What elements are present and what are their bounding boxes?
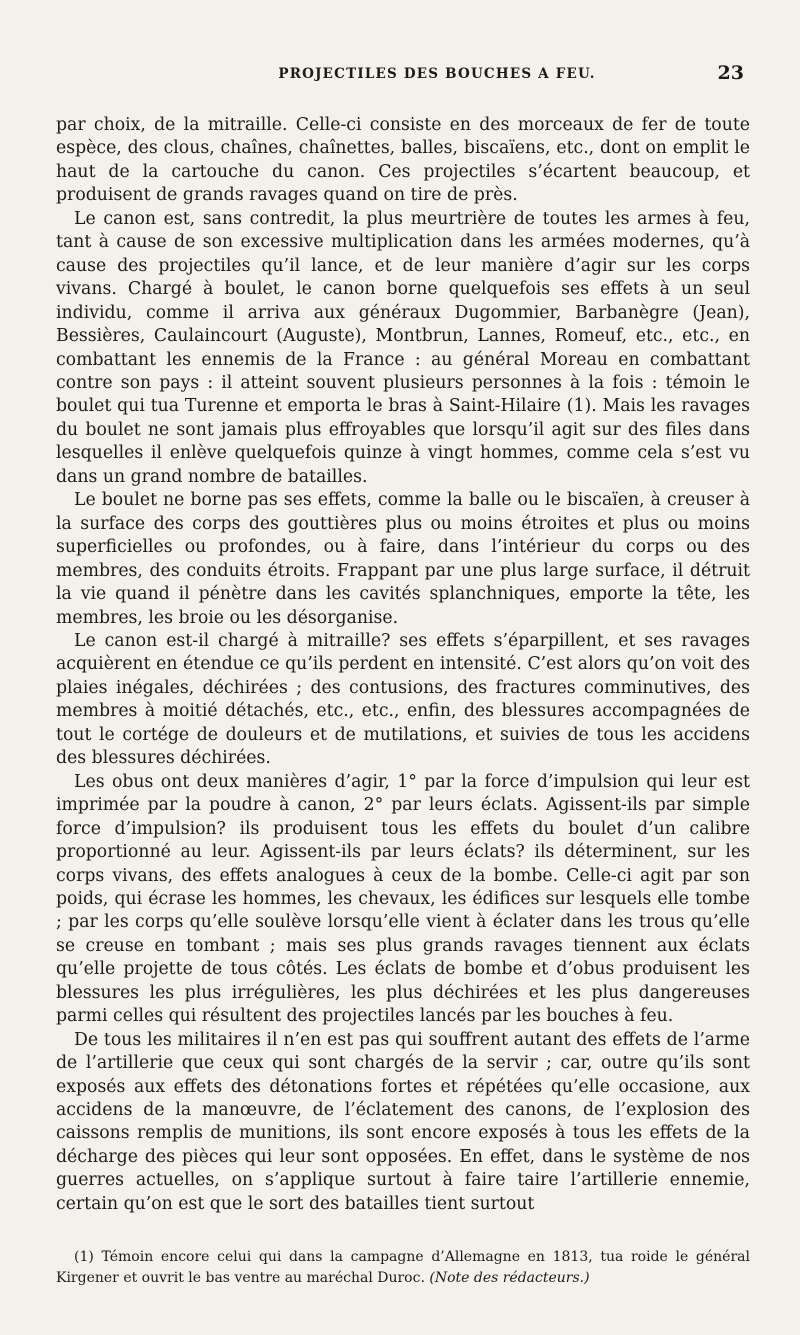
body-text xyxy=(56,114,750,1216)
footnote-note: (Note des rédacteurs.) xyxy=(429,1270,590,1286)
page-number: 23 xyxy=(717,62,744,84)
running-title: PROJECTILES DES BOUCHES A FEU. xyxy=(278,66,596,82)
running-head xyxy=(130,62,744,94)
paragraph: Le boulet ne borne pas ses effets, comme la balle ou le biscaïen, à creuser à la surface des corps des gouttières plus ou moins étroites et plus ou moins superficielles ou profondes, ou à faire, dans l’intérieur du corps ou des membres, des conduits étroits. Frappant par une plus large surface, il détruit la vie quand il pénètre dans les cavités splanchniques, emporte la tête, les membres, les broie ou les désorganise. xyxy=(56,490,750,628)
paragraph: Le canon est-il chargé à mitraille? ses effets s’éparpillent, et ses ravages acquièrent en étendue ce qu’ils perdent en intensité. C’est alors qu’on voit des plaies inégales, déchirées ; des contusions, des fractures comminutives, des membres à moitié détachés, etc., etc., enfin, des blessures accompagnées de tout le cortége de douleurs et de mutilations, et suivies de tous les accidens des blessures déchirées. xyxy=(56,630,750,769)
footnote xyxy=(56,1247,750,1289)
paragraph: Les obus ont deux manières d’agir, 1° par la force d’impulsion qui leur est imprimée par la poudre à canon, 2° par leurs éclats. Agissent-ils par simple force d’impulsion? ils produisent tous les effets du boulet d’un calibre proportionné au leur. Agissent-ils par leurs éclats? ils déterminent, sur les corps vivans, des effets analogues à ceux de la bombe. Celle-ci agit par son poids, qui écrase les hommes, les chevaux, les édifices sur lesquels elle tombe ; par les corps qu’elle soulève lorsqu’elle vient à éclater dans les trous qu’elle se creuse en tombant ; mais ses plus grands ravages tiennent aux éclats qu’elle projette de tous côtés. Les éclats de bombe et d’obus produisent les blessures les plus irrégulières, les plus déchirées et les plus dangereuses parmi celles qui résultent des projectiles lancés par les bouches à feu. xyxy=(56,771,750,1027)
paragraph: Le canon est, sans contredit, la plus meurtrière de toutes les armes à feu, tant à cause de son excessive multiplication dans les armées modernes, qu’à cause des projectiles qu’il lance, et de leur manière d’agir sur les corps vivans. Chargé à boulet, le canon borne quelquefois ses effets à un seul individu, comme il arriva aux généraux Dugommier, Barbanègre (Jean), Bessières, Caulaincourt (Auguste), Montbrun, Lannes, Romeuf, etc., etc., en combattant les ennemis de la France : au général Moreau en combattant contre son pays : il atteint souvent plusieurs personnes à la fois : témoin le boulet qui tua Turenne et emporta le bras à Saint-Hilaire (1). Mais les ravages du boulet ne sont jamais plus effroyables que lorsqu’il agit sur des files dans lesquelles il enlève quelquefois quinze à vingt hommes, comme cela s’est vu dans un grand nombre de batailles. xyxy=(56,208,750,487)
paragraph: par choix, de la mitraille. Celle-ci consiste en des morceaux de fer de toute espèce, des clous, chaînes, chaînettes, balles, biscaïens, etc., dont on emplit le haut de la cartouche du canon. Ces projectiles s’écartent beaucoup, et produisent de grands ravages quand on tire de près. xyxy=(56,115,750,206)
footnote-paragraph xyxy=(56,1247,750,1289)
footnote-text: (1) Témoin encore celui qui dans la campagne d’Allemagne en 1813, tua roide le général Kirgener et ouvrit le bas ventre au maréchal Duroc. xyxy=(56,1249,750,1286)
paragraph: De tous les militaires il n’en est pas qui souffrent autant des effets de l’arme de l’artillerie que ceux qui sont chargés de la servir ; car, outre qu’ils sont exposés aux effets des détonations fortes et répétées qu’elle occasione, aux accidens de la manœuvre, de l’éclatement des canons, de l’explosion des caissons remplis de munitions, ils sont encore exposés à tous les effets de la décharge des pièces qui leur sont opposées. En effet, dans le système de nos guerres actuelles, on s’applique surtout à faire taire l’artillerie ennemie, certain qu’on est que le sort des batailles tient surtout xyxy=(56,1029,750,1214)
